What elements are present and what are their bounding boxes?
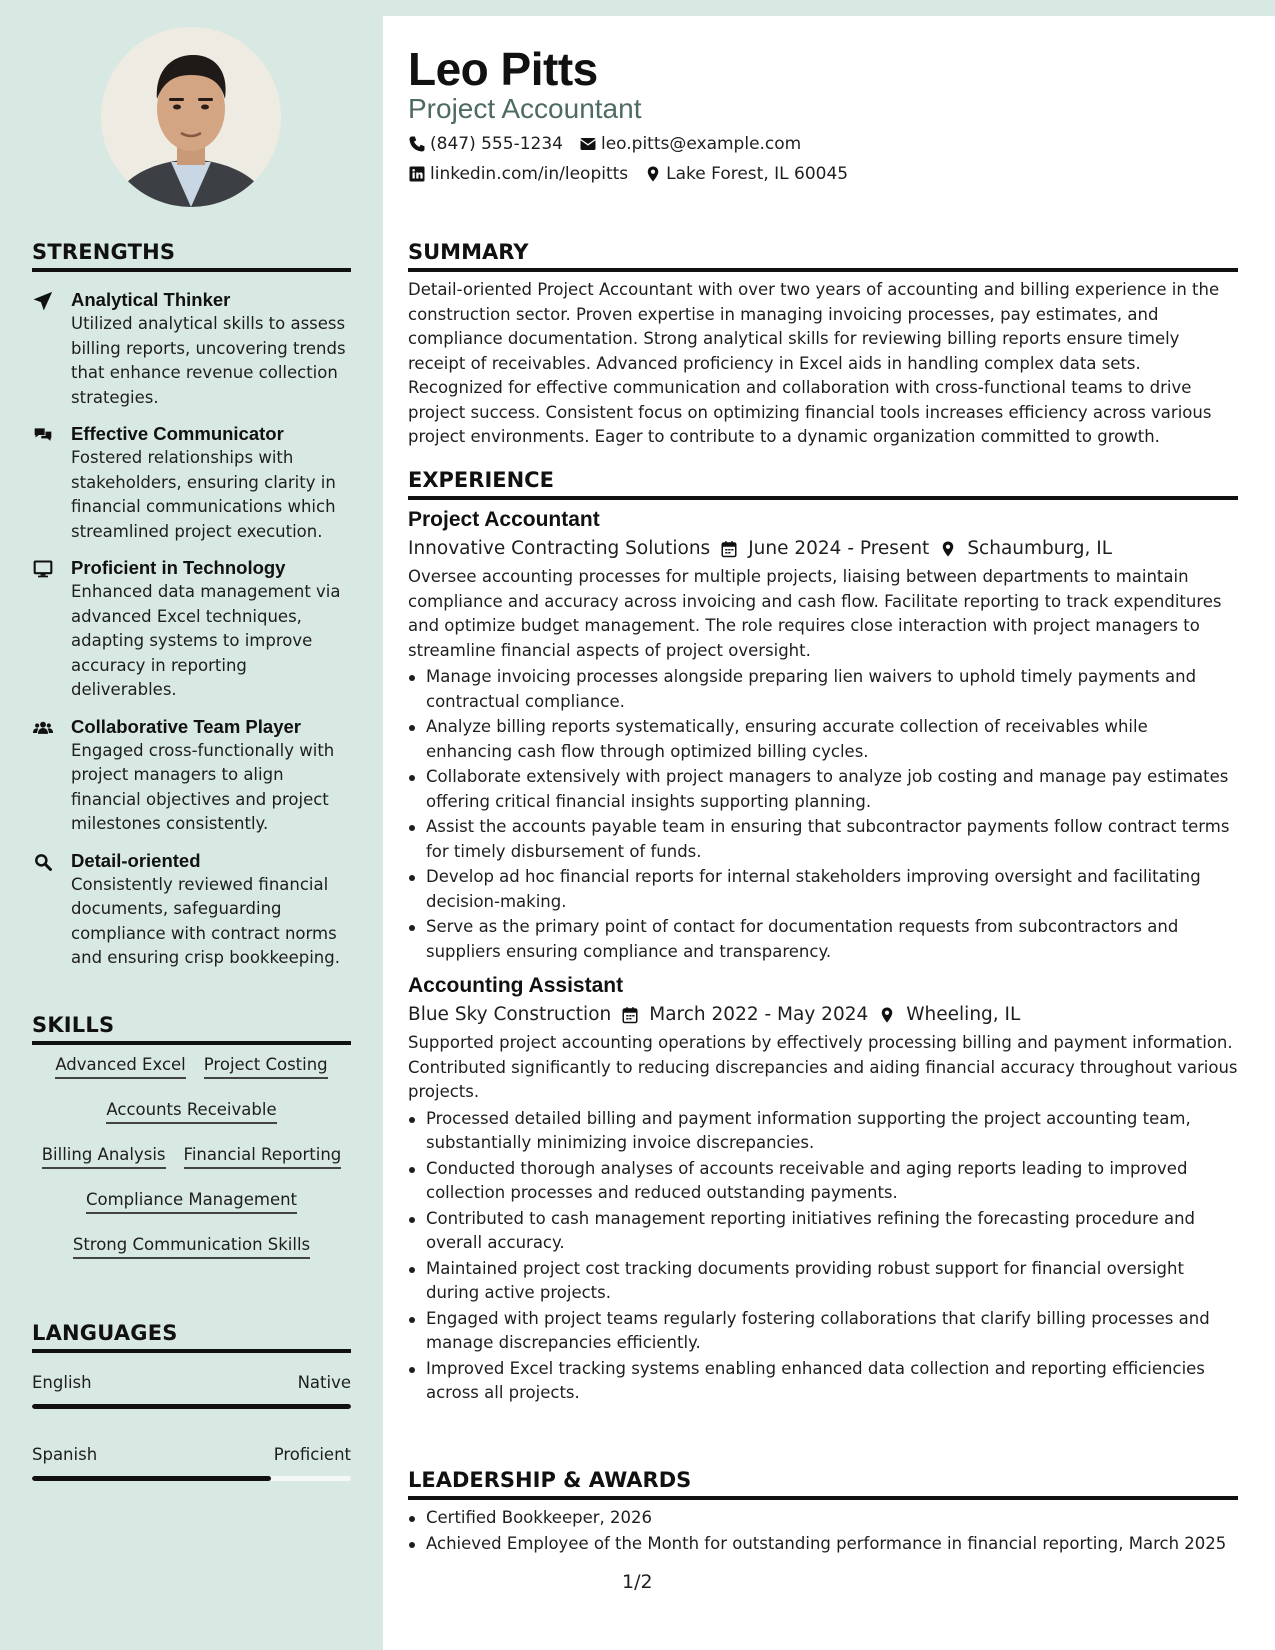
contact-row <box>408 134 801 154</box>
strength-item <box>32 556 351 703</box>
job-description: Oversee accounting processes for multiple projects, liaising between departments to maintain compliance and accuracy across invoicing and cash flow. Facilitate reporting to track expenditures and optimize budget management. The role requires close interaction with project managers to streamline financial aspects of project oversight. <box>408 567 1222 660</box>
strength-title: Detail-oriented <box>71 849 201 871</box>
email-text: leo.pitts@example.com <box>600 134 802 154</box>
linkedin-icon <box>408 165 426 183</box>
strength-desc: Consistently reviewed financial documents, safeguarding compliance with contract norms and ensuring crisp bookkeeping. <box>71 874 340 967</box>
paper-plane-icon <box>32 291 54 311</box>
job-dates: June 2024 - Present <box>748 538 930 559</box>
skill-tag: Billing Analysis <box>42 1145 166 1169</box>
profile-photo <box>101 27 281 207</box>
job-bullet: Develop ad hoc financial reports for internal stakeholders improving oversight and facilitating decision-making. <box>408 865 1238 914</box>
job-bullet: Manage invoicing processes alongside preparing lien waivers to uphold timely payments and contractual compliance. <box>408 665 1238 714</box>
languages-heading: LANGUAGES <box>32 1321 351 1353</box>
language-bar <box>32 1404 351 1409</box>
awards-section <box>408 1468 1238 1556</box>
skill-tag: Accounts Receivable <box>106 1100 276 1124</box>
strength-title: Analytical Thinker <box>71 289 231 310</box>
skill-tag: Financial Reporting <box>184 1145 342 1169</box>
job-role: Accounting Assistant <box>408 974 624 997</box>
skill-tag: Project Costing <box>204 1055 328 1079</box>
candidate-name: Leo Pitts <box>408 43 598 95</box>
linkedin-text: linkedin.com/in/leopitts <box>430 164 629 184</box>
strength-item <box>32 715 351 837</box>
email-item[interactable] <box>579 134 801 154</box>
phone-item <box>408 134 563 154</box>
strength-item <box>32 288 351 410</box>
job-bullets <box>408 1107 1238 1406</box>
language-name: Spanish <box>32 1445 98 1464</box>
job-location: Wheeling, IL <box>906 1004 1021 1025</box>
desktop-icon <box>32 559 54 579</box>
award-item: Certified Bookkeeper, 2026 <box>408 1506 1238 1531</box>
award-item: Achieved Employee of the Month for outstanding performance in financial reporting, March 2025 <box>408 1532 1238 1557</box>
job-dates: March 2022 - May 2024 <box>649 1004 869 1025</box>
job-entry <box>408 974 1238 1406</box>
strength-title: Effective Communicator <box>71 423 284 444</box>
job-bullet: Processed detailed billing and payment information supporting the project accounting team, substantially minimizing invoice discrepancies. <box>408 1107 1238 1156</box>
language-level: Proficient <box>273 1445 351 1464</box>
contact-row <box>408 164 848 184</box>
skills-list <box>32 1045 351 1280</box>
strength-title: Proficient in Technology <box>71 557 286 578</box>
skill-tag: Strong Communication Skills <box>73 1235 310 1259</box>
strengths-heading: STRENGTHS <box>32 240 351 272</box>
job-bullet: Analyze billing reports systematically, ensuring accurate collection of receivables while enhancing cash flow through optimized billing cycles. <box>408 715 1238 764</box>
awards-heading: LEADERSHIP & AWARDS <box>408 1468 1238 1500</box>
comments-icon <box>32 425 54 445</box>
job-bullet: Conducted thorough analyses of accounts receivable and aging reports leading to improved collection processes and reduced outstanding payments. <box>408 1157 1238 1206</box>
job-entry <box>408 508 1238 964</box>
language-name: English <box>32 1373 92 1392</box>
language-bar <box>32 1476 351 1481</box>
summary-text: Detail-oriented Project Accountant with over two years of accounting and billing experience in the construction sector. Proven expertise in managing invoicing processes, pay estimates, and compliance documentation. Strong analytical skills for reviewing billing reports ensure timely receipt of receivables. Advanced proficiency in Excel aids in handling complex data sets. Recognized for effective communication and collaboration with cross-functional teams to drive project success. Consistent focus on optimizing financial tools increases efficiency across various project environments. Eager to contribute to a dynamic organization committed to growth. <box>408 280 1220 446</box>
envelope-icon <box>579 135 597 153</box>
map-pin-icon <box>878 1006 896 1024</box>
job-bullet: Contributed to cash management reporting initiatives refining the forecasting procedure and overall accuracy. <box>408 1207 1238 1256</box>
language-item <box>32 1445 351 1481</box>
map-pin-icon <box>939 540 957 558</box>
skill-tag: Compliance Management <box>86 1190 297 1214</box>
job-bullets <box>408 665 1238 964</box>
job-meta <box>408 1004 1238 1025</box>
location-text: Lake Forest, IL 60045 <box>666 164 849 184</box>
skills-row <box>32 1100 351 1145</box>
candidate-title: Project Accountant <box>408 93 642 124</box>
awards-list <box>408 1506 1238 1556</box>
job-location: Schaumburg, IL <box>967 538 1113 559</box>
job-role: Project Accountant <box>408 508 600 531</box>
map-pin-icon <box>644 165 662 183</box>
users-icon <box>32 718 54 738</box>
job-company: Innovative Contracting Solutions <box>408 538 711 559</box>
sidebar <box>0 0 383 1650</box>
skills-row <box>32 1055 351 1100</box>
calendar-icon <box>621 1006 639 1024</box>
phone-text: (847) 555-1234 <box>430 134 563 154</box>
calendar-icon <box>720 540 738 558</box>
summary-section <box>408 240 1238 450</box>
phone-icon <box>408 135 426 153</box>
strength-item <box>32 849 351 971</box>
main-content <box>383 16 1275 1650</box>
skills-row <box>32 1145 351 1190</box>
experience-section <box>408 468 1238 1406</box>
linkedin-item[interactable] <box>408 164 628 184</box>
language-bar-fill <box>32 1404 351 1409</box>
skills-row <box>32 1235 351 1280</box>
strength-title: Collaborative Team Player <box>71 715 301 737</box>
location-item <box>644 164 848 184</box>
page-number: 1/2 <box>622 1571 653 1593</box>
strength-desc: Engaged cross-functionally with project managers to align financial objectives and project milestones consistently. <box>71 740 335 833</box>
skills-section <box>32 1013 351 1280</box>
job-bullet: Collaborate extensively with project managers to analyze job costing and manage pay estimates offering critical financial insights supporting planning. <box>408 765 1238 814</box>
strength-desc: Enhanced data management via advanced Excel techniques, adapting systems to improve accuracy in reporting deliverables. <box>71 582 341 699</box>
job-bullet: Assist the accounts payable team in ensuring that subcontractor payments follow contract terms for timely disbursement of funds. <box>408 815 1238 864</box>
job-company: Blue Sky Construction <box>408 1004 612 1025</box>
summary-heading: SUMMARY <box>408 240 1238 272</box>
job-description: Supported project accounting operations by effectively processing billing and payment information. Contributed significantly to reducing discrepancies and aiding financial accuracy throughout various projects. <box>408 1033 1238 1101</box>
skills-heading: SKILLS <box>32 1013 351 1045</box>
languages-section <box>32 1321 351 1481</box>
language-bar-fill <box>32 1476 271 1481</box>
search-icon <box>32 852 54 872</box>
language-level: Native <box>297 1373 351 1392</box>
language-item <box>32 1373 351 1409</box>
skill-tag: Advanced Excel <box>55 1055 185 1079</box>
strength-desc: Fostered relationships with stakeholders, ensuring clarity in financial communications which streamlined project execution. <box>71 448 336 541</box>
job-bullet: Maintained project cost tracking documents providing robust support for financial oversight during active projects. <box>408 1257 1238 1306</box>
job-meta <box>408 538 1238 559</box>
job-bullet: Serve as the primary point of contact for documentation requests from subcontractors and suppliers ensuring compliance and transparency. <box>408 915 1238 964</box>
skills-row <box>32 1190 351 1235</box>
job-bullet: Engaged with project teams regularly fostering collaborations that clarify billing processes and manage discrepancies efficiently. <box>408 1307 1238 1356</box>
job-bullet: Improved Excel tracking systems enabling enhanced data collection and reporting efficiencies across all projects. <box>408 1357 1238 1406</box>
strength-desc: Utilized analytical skills to assess billing reports, uncovering trends that enhance revenue collection strategies. <box>71 314 346 407</box>
experience-heading: EXPERIENCE <box>408 468 1238 500</box>
strengths-section <box>32 240 351 971</box>
strength-item <box>32 422 351 544</box>
